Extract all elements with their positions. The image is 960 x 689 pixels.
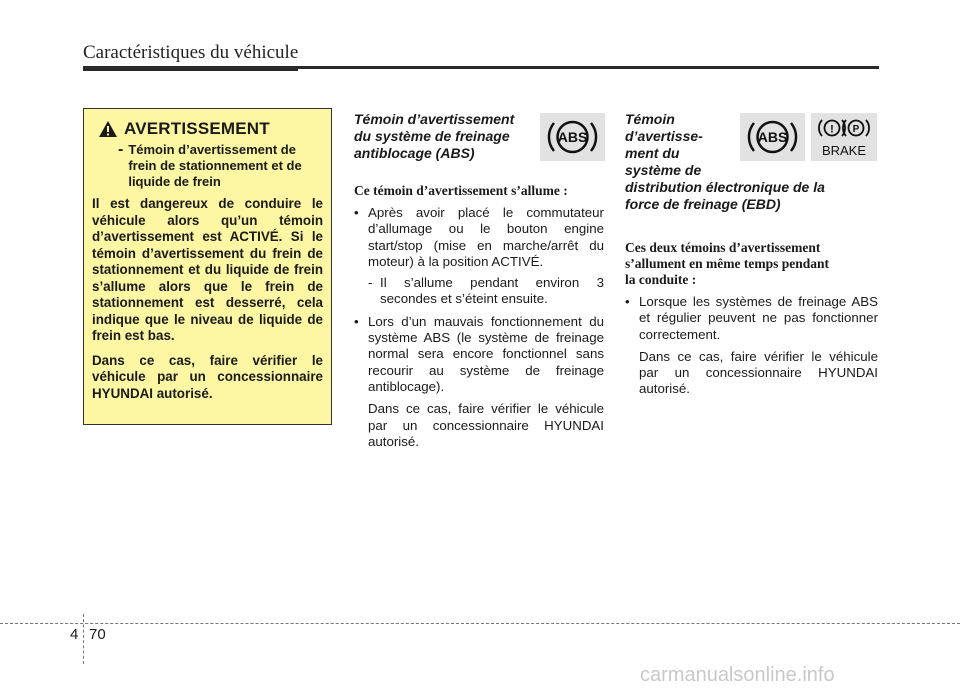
ebd-abs-icon-label: ABS (757, 129, 788, 145)
warning-subtitle-dash: - (118, 141, 124, 158)
warning-box (83, 108, 332, 425)
ebd-title-line: distribution électronique de la (625, 179, 825, 195)
page-header-title: Caractéristiques du véhicule (83, 42, 299, 63)
svg-text:P: P (852, 124, 860, 135)
abs-section (354, 111, 604, 450)
abs-paragraph: Dans ce cas, faire vérifier le véhicule par un concessionnaire HYUNDAI autorisé. (368, 401, 604, 449)
abs-sub-text: Il s’allume pendant environ 3 secondes et s’éteint ensuite. (380, 275, 604, 307)
warning-title: AVERTISSEMENT (124, 119, 270, 138)
ebd-lead-line: Ces deux témoins d’avertissement (625, 240, 821, 255)
ebd-title-line: ment du (625, 145, 680, 161)
abs-bullet-1: • Après avoir placé le commutateur d’allumage ou le bouton engine start/stop (mise en marche/arrêt du moteur) à la position ACTIVÉ. (354, 205, 604, 270)
ebd-title-line: force de freinage (EBD) (625, 196, 781, 212)
abs-icon (540, 113, 605, 161)
abs-sub-dash: - (368, 275, 373, 291)
warning-subtitle-text: Témoin d’avertissement de frein de stationnement et de liquide de frein (128, 142, 302, 189)
ebd-lead-line: la conduite : (625, 272, 697, 287)
warning-subtitle (118, 142, 323, 190)
ebd-bullet-1: • Lorsque les systèmes de freinage ABS et régulier peuvent ne pas fonctionner correctement. (625, 294, 878, 343)
ebd-lead-line: s’allument en même temps pendant (625, 256, 829, 271)
watermark: carmanualsonline.info (640, 664, 835, 686)
brake-icon-label: BRAKE (821, 143, 867, 158)
ebd-lead (625, 240, 878, 288)
warning-heading (98, 119, 323, 139)
chapter-number: 4 (70, 626, 79, 643)
page-number: 70 (89, 626, 106, 643)
footer-divider (83, 614, 84, 664)
brake-icon (811, 113, 877, 161)
ebd-abs-warning-light (740, 113, 805, 161)
ebd-title-line: d’avertisse- (625, 128, 703, 144)
footer-rule (0, 623, 960, 624)
ebd-title-line: Témoin (625, 111, 675, 127)
abs-warning-light (540, 113, 605, 161)
abs-section-title: Témoin d’avertissement du système de freinage antiblocage (ABS) (354, 111, 515, 161)
warning-body: Il est dangereux de conduire le véhicule alors qu’un témoin d’avertissement est ACTIVÉ. Si le témoin d’avertissement du frein de stationnement et du liquide de frein s’allume alors que le frein de stationnement est desserré, cela indique que le niveau de liquide de frein est bas. (92, 196, 323, 343)
brake-warning-light (811, 113, 877, 161)
header-rule-accent (83, 66, 298, 71)
abs-bullet-2: • Lors d’un mauvais fonctionnement du système ABS (le système de freinage normal sera encore fonctionnel sans recourir au système de freinage antiblocage). (354, 314, 604, 395)
warning-triangle-icon (98, 120, 118, 138)
ebd-title-line: système de (625, 162, 702, 178)
abs-lead: Ce témoin d’avertissement s’allume : (354, 183, 568, 198)
abs-icon-label: ABS (557, 129, 588, 145)
abs-icon (740, 113, 805, 161)
warning-body-2: Dans ce cas, faire vérifier le véhicule par un concessionnaire HYUNDAI autorisé. (92, 352, 323, 401)
svg-text:!: ! (830, 123, 834, 136)
ebd-paragraph: Dans ce cas, faire vérifier le véhicule par un concessionnaire HYUNDAI autorisé. (639, 348, 878, 397)
abs-sub-item (354, 275, 604, 308)
